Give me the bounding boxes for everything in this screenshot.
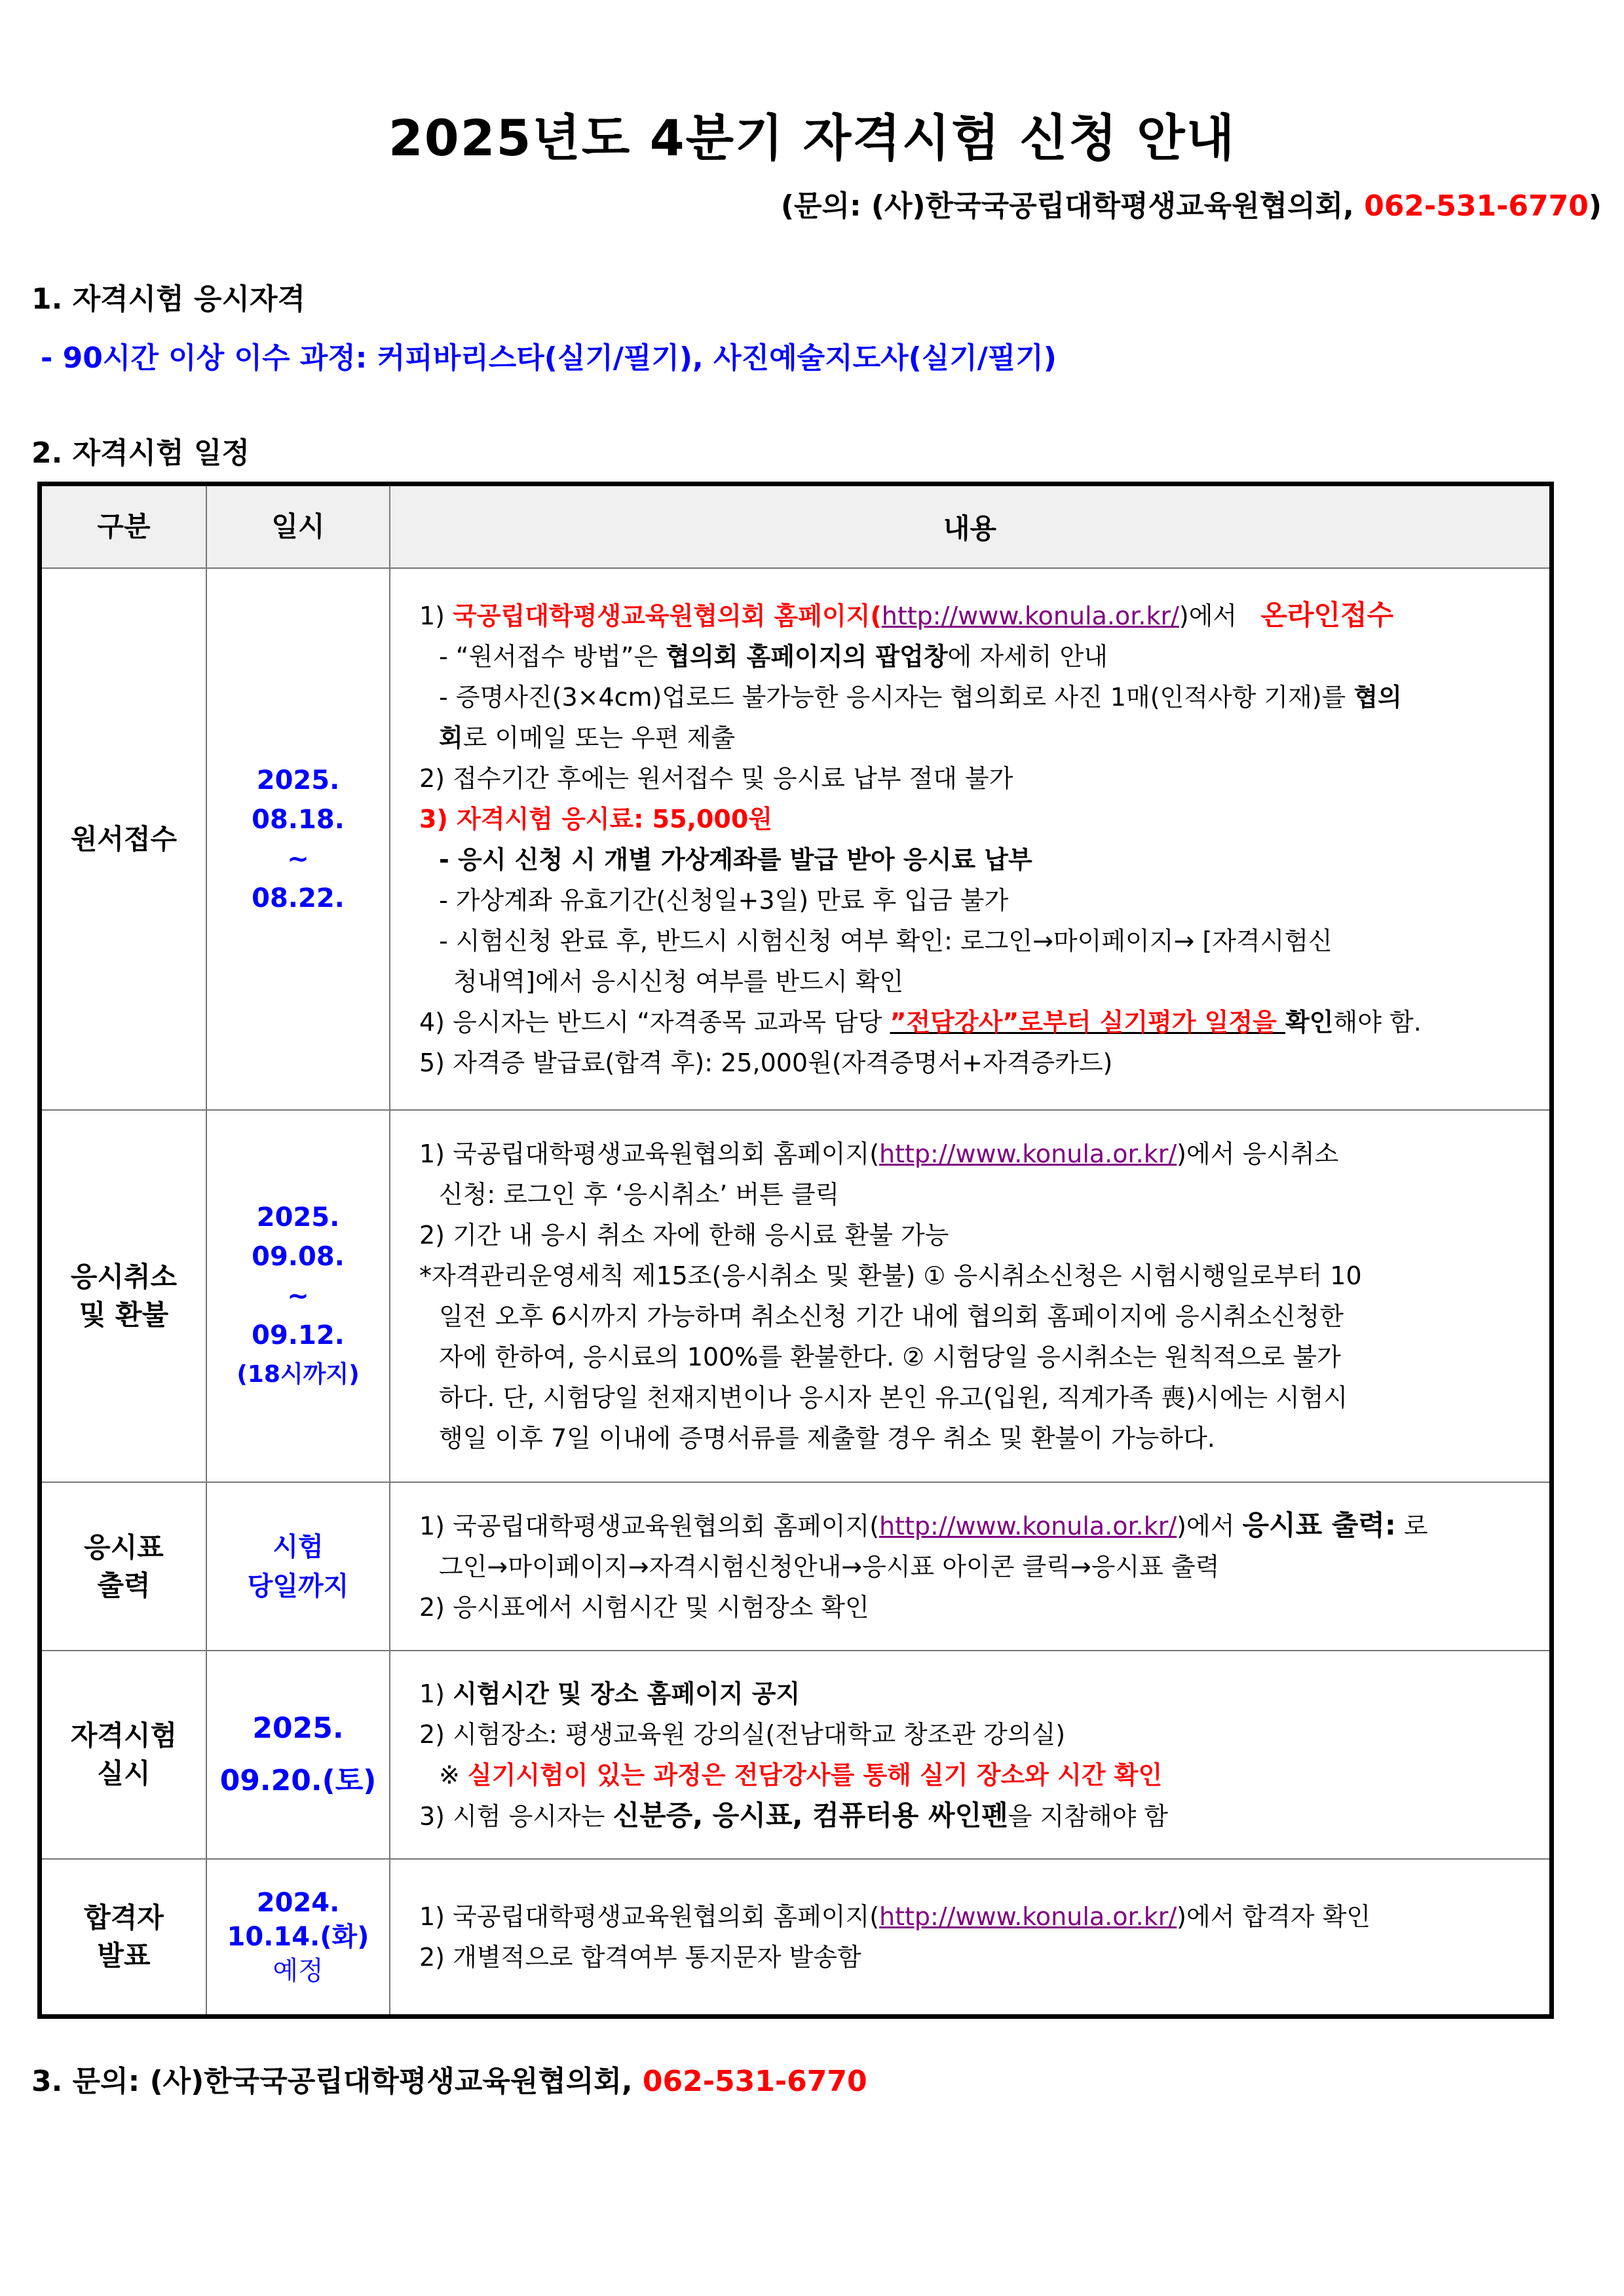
footer-phone: 062-531-6770 (642, 2065, 867, 2098)
homepage-link[interactable]: http://www.konula.or.kr/ (881, 602, 1179, 630)
date-line: 당일까지 (247, 1571, 349, 1601)
footer-contact (31, 2057, 867, 2099)
text: 에 자세히 안내 (947, 642, 1108, 671)
text: - 증명사진(3×4cm)업로드 불가능한 응시자는 협의회로 사진 1매(인적사항 기재)를 (439, 683, 1354, 712)
content-line: 청내역]에서 응시신청 여부를 반드시 확인 (453, 967, 904, 996)
content-line (419, 1505, 1520, 1546)
content-line: 행일 이후 7일 이내에 증명서류를 제출할 경우 취소 및 환불이 가능하다. (439, 1424, 1215, 1453)
table-row (40, 1110, 1552, 1482)
header-category: 구분 (40, 484, 207, 569)
content-line (419, 595, 1520, 636)
date-line: 10.14.(화) (227, 1921, 369, 1952)
item-number: 1) (419, 602, 445, 630)
table-row (40, 1651, 1552, 1859)
date-line: 2025. (256, 765, 340, 795)
category-line: 발표 (97, 1939, 151, 1972)
text: 을 지참해야 함 (1008, 1801, 1169, 1831)
category-line: 합격자 (84, 1901, 164, 1934)
contact-suffix: ) (1588, 189, 1602, 223)
text-bold: 회 (439, 723, 463, 752)
content-line: - 가상계좌 유효기간(신청일+3일) 만료 후 입금 불가 (439, 886, 1009, 915)
content-line (419, 1674, 1520, 1714)
text-bold: 협의회 홈페이지의 팝업창 (666, 642, 948, 671)
category-line: 및 환불 (79, 1299, 169, 1331)
table-header-row (40, 484, 1552, 569)
text: )에서 (1179, 602, 1237, 630)
date-line: 09.12. (252, 1320, 345, 1350)
homepage-link[interactable]: http://www.konula.or.kr/ (879, 1139, 1177, 1168)
content-line (419, 677, 1520, 718)
content-line: 2) 개별적으로 합격여부 통지문자 발송함 (419, 1942, 861, 1972)
qualification-text: - 90시간 이상 이수 과정: 커피바리스타(실기/필기), 사진예술지도사(실기/필기) (41, 341, 1057, 375)
row-category (40, 1482, 207, 1651)
text: 1) 국공립대학평생교육원협의회 홈페이지( (419, 1902, 880, 1931)
content-line (419, 1795, 1520, 1837)
contact-prefix: (문의: (사)한국국공립대학평생교육원협의회, (780, 189, 1354, 223)
text: 1) 국공립대학평생교육원협의회 홈페이지( (419, 1512, 880, 1540)
row-date (206, 1110, 390, 1482)
text: 해야 함. (1333, 1008, 1422, 1037)
table-row (40, 1482, 1552, 1651)
table-row (40, 1859, 1552, 2016)
text: 4) 응시자는 반드시 “자격종목 교과목 담당 (419, 1008, 890, 1037)
content-line: 그인→마이페이지→자격시험신청안내→응시표 아이콘 클릭→응시표 출력 (439, 1552, 1220, 1581)
category-line: 자격시험 (70, 1719, 178, 1751)
text: )에서 (1177, 1512, 1243, 1540)
contact-phone: 062-531-6770 (1364, 189, 1589, 223)
category-line: 응시표 (84, 1531, 164, 1563)
date-note: (18시까지) (236, 1361, 360, 1388)
content-line: 신청: 로그인 후 ‘응시취소’ 버튼 클릭 (439, 1180, 840, 1209)
text: 1) (419, 1679, 453, 1708)
content-line: 2) 시험장소: 평생교육원 강의실(전남대학교 창조관 강의실) (419, 1719, 1066, 1749)
content-line: *자격관리운영세칙 제15조(응시취소 및 환불) ① 응시취소신청은 시험시행일로부터 10 (419, 1261, 1362, 1290)
row-category: 원서접수 (40, 568, 207, 1110)
content-line (419, 1002, 1520, 1043)
date-line: 08.18. (252, 804, 345, 835)
row-date (206, 1651, 390, 1859)
date-line: 09.20.(토) (219, 1764, 377, 1797)
row-category (40, 1110, 207, 1482)
row-content (390, 1859, 1552, 2016)
content-line (419, 1896, 1520, 1937)
row-category (40, 1859, 207, 2016)
page-title: 2025년도 4분기 자격시험 신청 안내 (388, 109, 1236, 167)
text-bold: 시험시간 및 장소 홈페이지 공지 (453, 1679, 801, 1708)
date-line: ~ (287, 1281, 309, 1311)
date-line: 2024. (256, 1887, 340, 1918)
row-content (390, 1651, 1552, 1859)
text: )에서 합격자 확인 (1177, 1902, 1371, 1931)
homepage-link[interactable]: http://www.konula.or.kr/ (879, 1902, 1177, 1931)
required-items: 신분증, 응시표, 컴퓨터용 싸인펜 (613, 1799, 1008, 1831)
exam-fee-line: 3) 자격시험 응시료: 55,000원 (419, 805, 772, 833)
practical-exam-notice: 실기시험이 있는 과정은 전담강사를 통해 실기 장소와 시간 확인 (467, 1760, 1163, 1789)
reference-mark: ※ (439, 1760, 468, 1789)
table-row (40, 568, 1552, 1110)
content-line: 일전 오후 6시까지 가능하며 취소신청 기간 내에 협의회 홈페이지에 응시취소신청한 (439, 1302, 1344, 1331)
ticket-print-label: 응시표 출력: (1242, 1509, 1396, 1541)
text: 로 (1395, 1512, 1428, 1540)
content-line: 자에 한하여, 응시료의 100%를 환불한다. ② 시험당일 응시취소는 원칙적으로 불가 (439, 1343, 1341, 1371)
category-line: 실시 (97, 1757, 151, 1789)
section-1-heading: 1. 자격시험 응시자격 (31, 282, 305, 316)
date-line: 2025. (252, 1712, 344, 1745)
content-line: - 응시 신청 시 개별 가상계좌를 발급 받아 응시료 납부 (439, 845, 1032, 874)
date-note: 예정 (273, 1955, 324, 1986)
content-line (419, 1134, 1520, 1174)
text: 로 이메일 또는 우편 제출 (463, 723, 736, 752)
row-content (390, 1110, 1552, 1482)
text: 3) 시험 응시자는 (419, 1801, 613, 1831)
header-date: 일시 (206, 484, 390, 569)
schedule-table (37, 482, 1554, 2019)
row-content (390, 568, 1552, 1110)
row-category (40, 1651, 207, 1859)
content-line (419, 636, 1520, 677)
category-line: 응시취소 (70, 1261, 178, 1293)
content-line: 2) 기간 내 응시 취소 자에 한해 응시료 환불 가능 (419, 1221, 949, 1250)
category-line: 출력 (97, 1569, 151, 1601)
instructor-notice: ”전담강사”로부터 실기평가 일정을 (890, 1008, 1286, 1037)
date-line: ~ (287, 843, 309, 874)
date-line: 2025. (256, 1202, 340, 1233)
text: 1) 국공립대학평생교육원협의회 홈페이지( (419, 1139, 880, 1168)
content-line: 하다. 단, 시험당일 천재지변이나 응시자 본인 유고(입원, 직계가족 喪)시에는 시험시 (439, 1383, 1348, 1412)
row-date (206, 1482, 390, 1651)
footer-prefix: 3. 문의: (사)한국국공립대학평생교육원협의회, (31, 2065, 633, 2098)
header-content: 내용 (390, 484, 1552, 569)
row-date (206, 568, 390, 1110)
homepage-link[interactable]: http://www.konula.or.kr/ (879, 1512, 1177, 1540)
online-apply-label: 온라인접수 (1260, 599, 1394, 631)
content-line: - 시험신청 완료 후, 반드시 시험신청 여부 확인: 로그인→마이페이지→ [자격시험신 (439, 927, 1332, 955)
homepage-label: 국공립대학평생교육원협의회 홈페이지( (453, 602, 882, 630)
content-line (419, 1755, 1520, 1795)
section-2-heading: 2. 자격시험 일정 (31, 436, 250, 470)
text-bold: 협의 (1353, 683, 1402, 712)
content-line: 2) 응시표에서 시험시간 및 시험장소 확인 (419, 1593, 869, 1622)
content-line: 5) 자격증 발급료(합격 후): 25,000원(자격증명서+자격증카드) (419, 1048, 1113, 1077)
row-content (390, 1482, 1552, 1651)
content-line: 2) 접수기간 후에는 원서접수 및 응시료 납부 절대 불가 (419, 764, 1013, 793)
text: )에서 응시취소 (1177, 1139, 1339, 1168)
date-line: 08.22. (252, 883, 345, 913)
text-bold: 확인 (1285, 1008, 1334, 1037)
text: - “원서접수 방법”은 (439, 642, 666, 671)
date-line: 09.08. (252, 1242, 345, 1272)
contact-info (781, 182, 1602, 224)
content-line (419, 718, 1520, 758)
row-date (206, 1859, 390, 2016)
date-line: 시험 (273, 1531, 324, 1562)
